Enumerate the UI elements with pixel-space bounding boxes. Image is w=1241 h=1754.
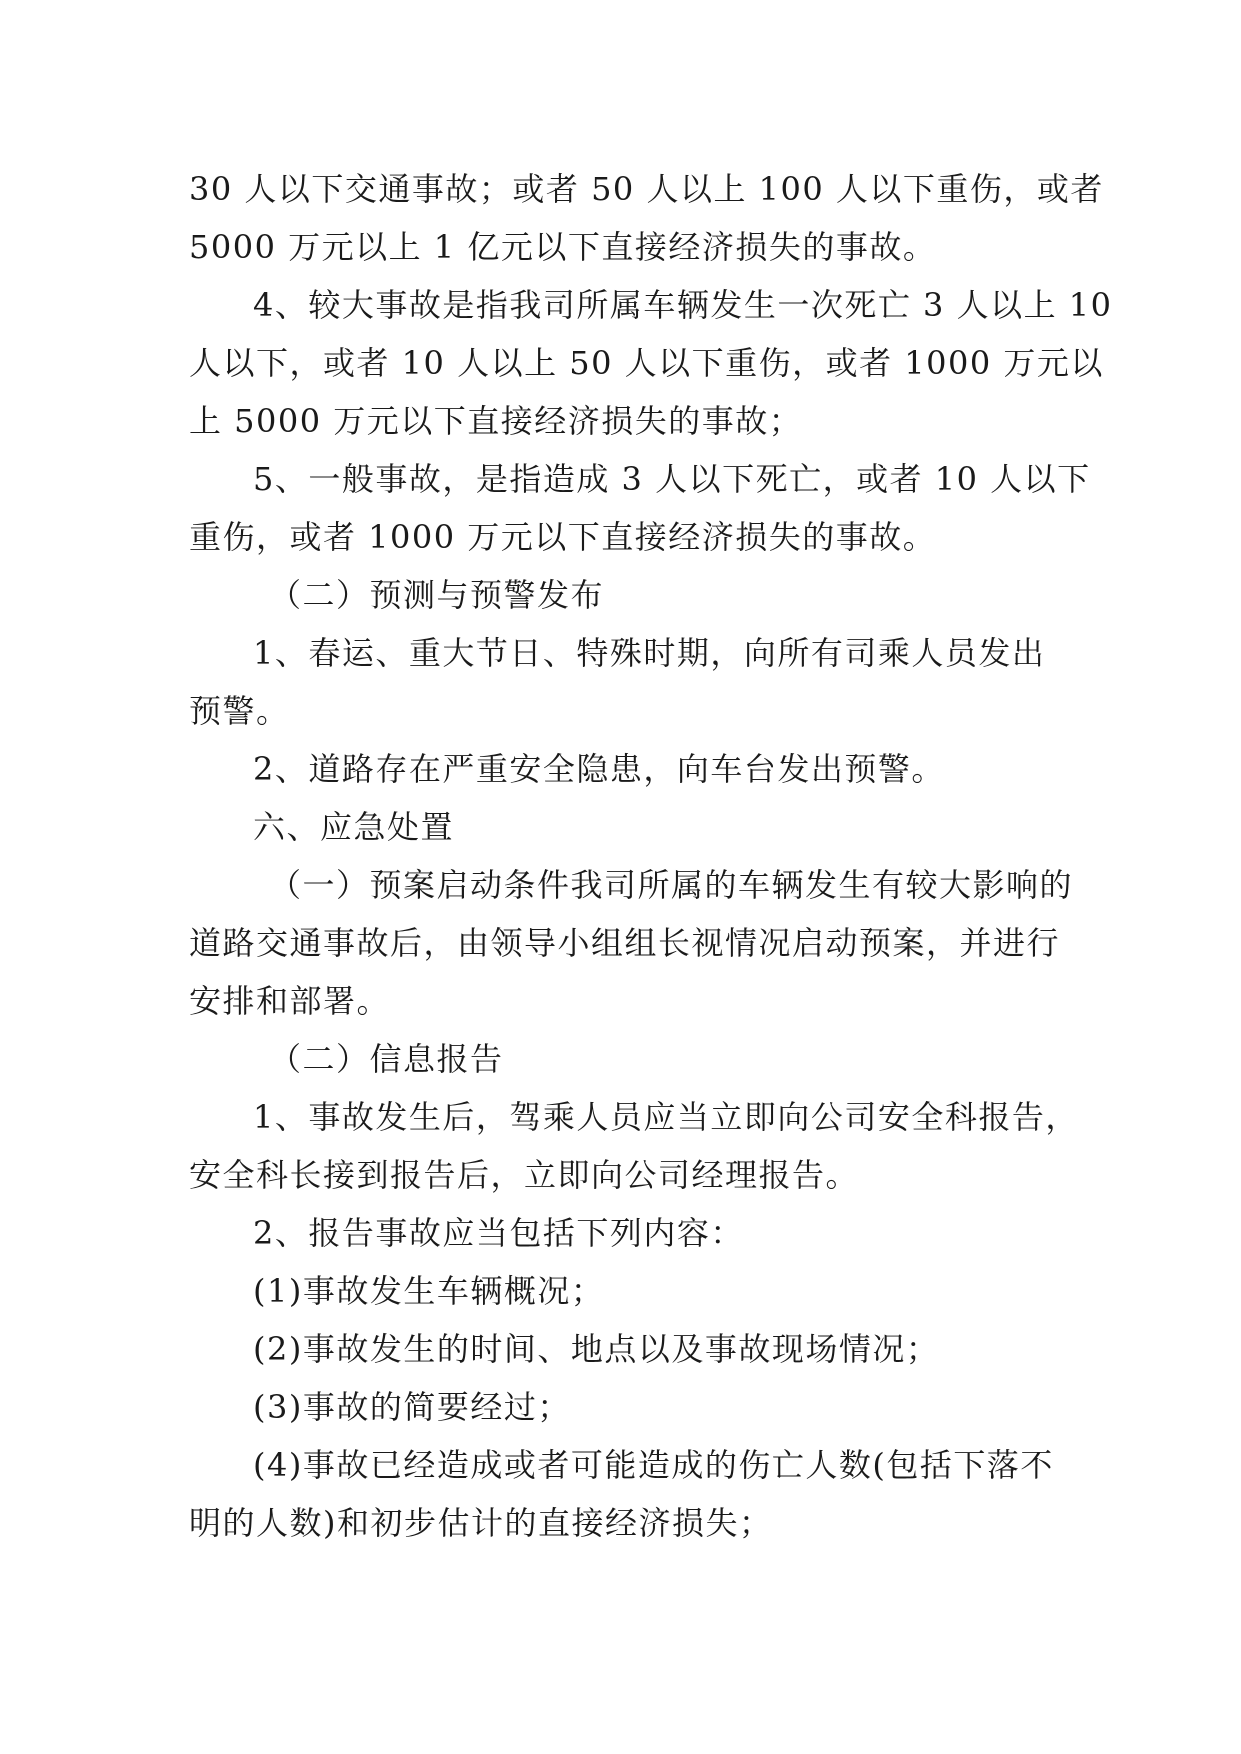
text-line: 2、道路存在严重安全隐患，向车台发出预警。	[253, 750, 945, 788]
document-body	[189, 160, 1113, 1552]
list-item: (4)事故已经造成或者可能造成的伤亡人数(包括下落不	[253, 1446, 1054, 1484]
text-line: 5000 万元以上 1 亿元以下直接经济损失的事故。	[189, 228, 937, 266]
text-line: 5、一般事故，是指造成 3 人以下死亡，或者 10 人以下	[253, 460, 1091, 498]
list-item: (1)事故发生车辆概况；	[253, 1272, 605, 1310]
section-heading: （二）预测与预警发布	[269, 576, 605, 614]
text-line: 人以下，或者 10 人以上 50 人以下重伤，或者 1000 万元以	[189, 344, 1104, 382]
section-heading: （二）信息报告	[269, 1040, 504, 1078]
text-line: 1、事故发生后，驾乘人员应当立即向公司安全科报告，	[253, 1098, 1079, 1136]
text-line: 重伤，或者 1000 万元以下直接经济损失的事故。	[189, 518, 937, 556]
text-line: 安全科长接到报告后，立即向公司经理报告。	[189, 1156, 860, 1194]
text-line: 30 人以下交通事故；或者 50 人以上 100 人以下重伤，或者	[189, 170, 1104, 208]
section-heading: 六、应急处置	[253, 808, 455, 846]
text-line: 1、春运、重大节日、特殊时期，向所有司乘人员发出	[253, 634, 1046, 672]
list-item: (2)事故发生的时间、地点以及事故现场情况；	[253, 1330, 940, 1368]
text-line: 道路交通事故后，由领导小组组长视情况启动预案，并进行	[189, 924, 1061, 962]
text-line: 明的人数)和初步估计的直接经济损失；	[189, 1504, 773, 1542]
text-line: 4、较大事故是指我司所属车辆发生一次死亡 3 人以上 10	[253, 286, 1113, 324]
text-line: 上 5000 万元以下直接经济损失的事故；	[189, 402, 803, 440]
section-heading: （一）预案启动条件我司所属的车辆发生有较大影响的	[269, 866, 1074, 904]
text-line: 安排和部署。	[189, 982, 391, 1020]
list-item: (3)事故的简要经过；	[253, 1388, 571, 1426]
text-line: 预警。	[189, 692, 290, 730]
text-line: 2、报告事故应当包括下列内容：	[253, 1214, 744, 1252]
